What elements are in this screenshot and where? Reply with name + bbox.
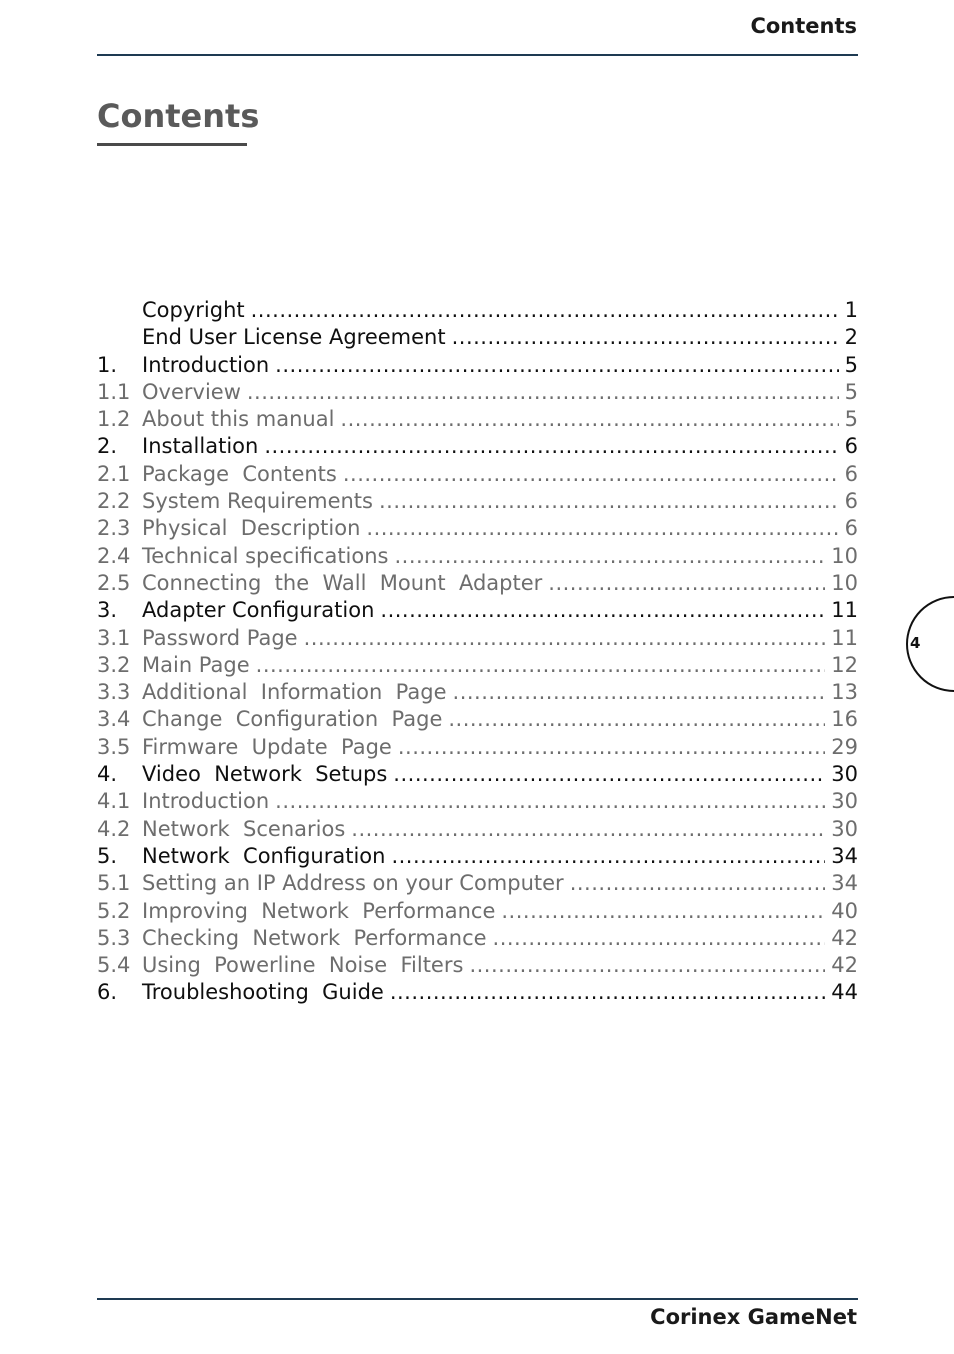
toc-entry-page: 44	[831, 980, 858, 1005]
toc-dot-leader	[247, 379, 839, 406]
footer-rule	[97, 1298, 858, 1300]
toc-dot-leader	[380, 597, 825, 624]
title-underline	[97, 143, 247, 146]
toc-entry-label: Improving Network Performance	[142, 898, 496, 923]
toc-entry-label: Setting an IP Address on your Computer	[142, 871, 564, 896]
toc-entry-page: 34	[831, 843, 858, 868]
toc-dot-leader	[570, 870, 826, 897]
toc-dot-leader	[340, 406, 838, 433]
toc-entry-number: 2.5	[97, 570, 131, 595]
toc-entry-number: 4.2	[97, 816, 131, 841]
toc-entry[interactable]	[97, 515, 858, 542]
toc-entry-page: 30	[831, 789, 858, 814]
toc-dot-leader	[256, 652, 826, 679]
toc-entry[interactable]	[97, 788, 858, 815]
toc-entry-number: 5.2	[97, 898, 131, 923]
toc-entry[interactable]	[97, 870, 858, 897]
toc-dot-leader	[394, 543, 825, 570]
toc-entry[interactable]	[97, 843, 858, 870]
page-number: 4	[910, 634, 921, 652]
toc-entry-page: 10	[831, 543, 858, 568]
toc-entry-page: 16	[831, 707, 858, 732]
toc-entry-label: Overview	[142, 379, 241, 404]
toc-entry-label: Adapter Configuration	[142, 598, 375, 623]
toc-entry-page: 5	[844, 407, 858, 432]
toc-entry[interactable]	[97, 925, 858, 952]
toc-entry-label: Password Page	[142, 625, 298, 650]
toc-dot-leader	[393, 761, 825, 788]
toc-entry-page: 6	[844, 461, 858, 486]
toc-entry-label: Connecting the Wall Mount Adapter	[142, 570, 543, 595]
footer-product-name: Corinex GameNet	[650, 1305, 857, 1329]
toc-entry-page: 30	[831, 762, 858, 787]
toc-entry-number: 2.3	[97, 516, 131, 541]
toc-entry-label: Copyright	[142, 298, 245, 322]
toc-entry[interactable]	[97, 898, 858, 925]
toc-entry-label: Main Page	[142, 652, 250, 677]
toc-entry-number: 5.4	[97, 953, 131, 978]
toc-entry-label: Network Scenarios	[142, 816, 346, 841]
toc-entry-label: Video Network Setups	[142, 762, 388, 787]
toc-entry-number: 4.1	[97, 789, 131, 814]
toc-entry[interactable]	[97, 433, 858, 460]
toc-entry-label: Additional Information Page	[142, 680, 447, 705]
toc-dot-leader	[275, 352, 838, 379]
toc-entry-page: 6	[844, 434, 858, 459]
toc-dot-leader	[379, 488, 839, 515]
toc-entry-label: Technical specifications	[142, 543, 389, 568]
toc-dot-leader	[448, 706, 825, 733]
toc-entry[interactable]	[97, 379, 858, 406]
toc-entry-number: 1.1	[97, 379, 131, 404]
page-title: Contents	[97, 97, 260, 135]
toc-dot-leader	[366, 515, 838, 542]
toc-entry[interactable]	[97, 706, 858, 733]
toc-entry-number: 3.	[97, 598, 118, 623]
toc-entry-label: Network Configuration	[142, 843, 386, 868]
toc-entry-number: 2.	[97, 434, 118, 459]
toc-dot-leader	[453, 679, 826, 706]
toc-entry-label: End User License Agreement	[142, 325, 446, 350]
toc-entry-page: 42	[831, 925, 858, 950]
toc-entry-page: 11	[831, 598, 858, 623]
table-of-contents	[97, 297, 858, 1007]
toc-entry-number: 1.2	[97, 407, 131, 432]
toc-entry-number: 6.	[97, 980, 118, 1005]
toc-entry-page: 6	[844, 516, 858, 541]
toc-entry-page: 5	[844, 352, 858, 377]
toc-entry[interactable]	[97, 570, 858, 597]
toc-entry[interactable]	[97, 679, 858, 706]
toc-dot-leader	[501, 898, 825, 925]
toc-entry-label: Physical Description	[142, 516, 361, 541]
toc-entry[interactable]	[97, 324, 858, 351]
toc-entry[interactable]	[97, 979, 858, 1006]
toc-dot-leader	[304, 625, 826, 652]
toc-dot-leader	[398, 734, 825, 761]
toc-entry-number: 3.5	[97, 734, 131, 759]
running-header: Contents	[750, 14, 857, 38]
toc-entry-page: 1	[844, 298, 858, 322]
toc-entry[interactable]	[97, 652, 858, 679]
toc-entry-label: Installation	[142, 434, 259, 459]
toc-entry[interactable]	[97, 461, 858, 488]
toc-entry-page: 34	[831, 871, 858, 896]
toc-entry-label: Troubleshooting Guide	[142, 980, 384, 1005]
toc-entry-number: 3.3	[97, 680, 131, 705]
toc-entry[interactable]	[97, 543, 858, 570]
toc-dot-leader	[390, 979, 825, 1006]
toc-entry-page: 11	[831, 625, 858, 650]
toc-entry[interactable]	[97, 761, 858, 788]
toc-entry-page: 29	[831, 734, 858, 759]
toc-entry-number: 3.4	[97, 707, 131, 732]
toc-entry-page: 12	[831, 652, 858, 677]
toc-entry-label: Using Powerline Noise Filters	[142, 953, 464, 978]
toc-entry[interactable]	[97, 352, 858, 379]
toc-dot-leader	[493, 925, 826, 952]
toc-entry-number: 2.2	[97, 489, 131, 514]
toc-entry-number: 2.1	[97, 461, 131, 486]
toc-entry-label: Introduction	[142, 352, 270, 377]
toc-entry[interactable]	[97, 406, 858, 433]
toc-entry-label: Package Contents	[142, 461, 337, 486]
toc-entry-label: Firmware Update Page	[142, 734, 392, 759]
toc-dot-leader	[548, 570, 825, 597]
toc-entry-label: Checking Network Performance	[142, 925, 487, 950]
toc-entry[interactable]	[97, 488, 858, 515]
toc-dot-leader	[452, 324, 839, 351]
toc-entry-label: Change Configuration Page	[142, 707, 443, 732]
toc-entry-page: 30	[831, 816, 858, 841]
toc-entry-number: 5.	[97, 843, 118, 868]
toc-entry-page: 10	[831, 570, 858, 595]
toc-entry[interactable]	[97, 816, 858, 843]
toc-entry-page: 42	[831, 953, 858, 978]
toc-dot-leader	[351, 816, 825, 843]
toc-entry-number: 3.2	[97, 652, 131, 677]
toc-entry-page: 40	[831, 898, 858, 923]
toc-entry[interactable]	[97, 625, 858, 652]
toc-entry-number: 3.1	[97, 625, 131, 650]
toc-entry[interactable]	[97, 597, 858, 624]
toc-entry[interactable]	[97, 297, 858, 324]
toc-entry-number: 4.	[97, 762, 118, 787]
header-rule	[97, 54, 858, 56]
toc-entry-page: 2	[844, 325, 858, 350]
toc-entry-page: 6	[844, 489, 858, 514]
toc-entry-number: 5.3	[97, 925, 131, 950]
toc-entry-label: Introduction	[142, 789, 270, 814]
toc-entry-number: 2.4	[97, 543, 131, 568]
toc-dot-leader	[343, 461, 839, 488]
toc-dot-leader	[469, 952, 825, 979]
toc-entry-label: About this manual	[142, 407, 335, 432]
toc-entry-page: 5	[844, 379, 858, 404]
toc-dot-leader	[275, 788, 825, 815]
toc-entry-number: 1.	[97, 352, 118, 377]
toc-entry[interactable]	[97, 952, 858, 979]
toc-entry-label: System Requirements	[142, 489, 373, 514]
toc-entry-number: 5.1	[97, 871, 131, 896]
toc-dot-leader	[264, 433, 838, 460]
toc-entry[interactable]	[97, 734, 858, 761]
toc-entry-page: 13	[831, 680, 858, 705]
toc-dot-leader	[251, 297, 839, 324]
toc-dot-leader	[391, 843, 825, 870]
